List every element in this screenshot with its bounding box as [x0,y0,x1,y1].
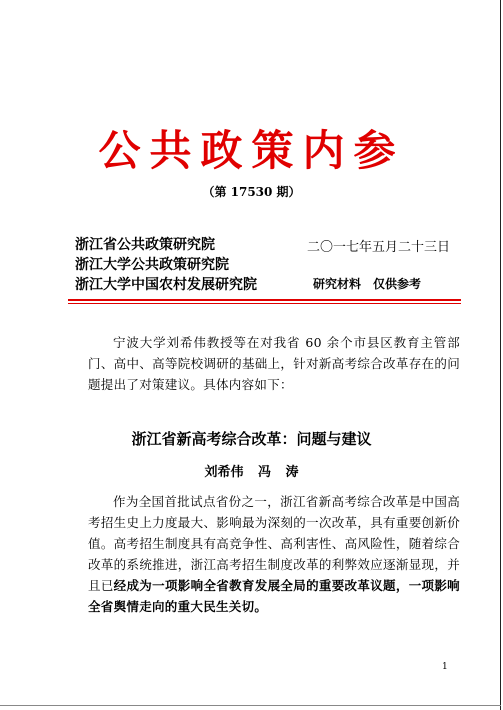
org-line-2: 浙江大学公共政策研究院 [75,257,229,273]
header-divider-thick [68,299,461,301]
page-border-bottom [0,705,501,706]
article-authors: 刘希伟 冯 涛 [204,465,299,480]
issue-number: （第 17530 期） [202,185,301,199]
article-title: 浙江省新高考综合改革：问题与建议 [131,430,372,448]
header-divider-thin [68,303,461,304]
intro-paragraph: 宁波大学刘希伟教授等在对我省 60 余个市县区教育主管部门、高中、高等院校调研的基础上，针对新高考综合改革存在的问题提出了对策建议。具体内容如下： [88,335,460,392]
body-paragraph [88,491,460,617]
org-line-1: 浙江省公共政策研究院 [75,237,215,253]
page-border-right [500,0,501,710]
body-text: 作为全国首批试点省份之一，浙江省新高考综合改革是中国高考招生史上力度最大、影响最为深刻的一次改革，具有重要创新价值。高考招生制度具有高竞争性、高利害性、高风险性，随着综合改革的系统推进，浙江高考招生制度改革的利弊效应逐渐显现，并且已 [88,494,460,593]
masthead-title: 公共政策内参 [98,126,405,175]
reference-note: 研究材料 仅供参考 [313,277,422,291]
publication-date: 二〇一七年五月二十三日 [307,240,451,255]
page-number: 1 [442,662,448,672]
body-text-emphasis: 经成为一项影响全省教育发展全局的重要改革议题，一项影响全省舆情走向的重大民生关切。 [88,578,460,614]
org-line-3: 浙江大学中国农村发展研究院 [75,277,257,293]
